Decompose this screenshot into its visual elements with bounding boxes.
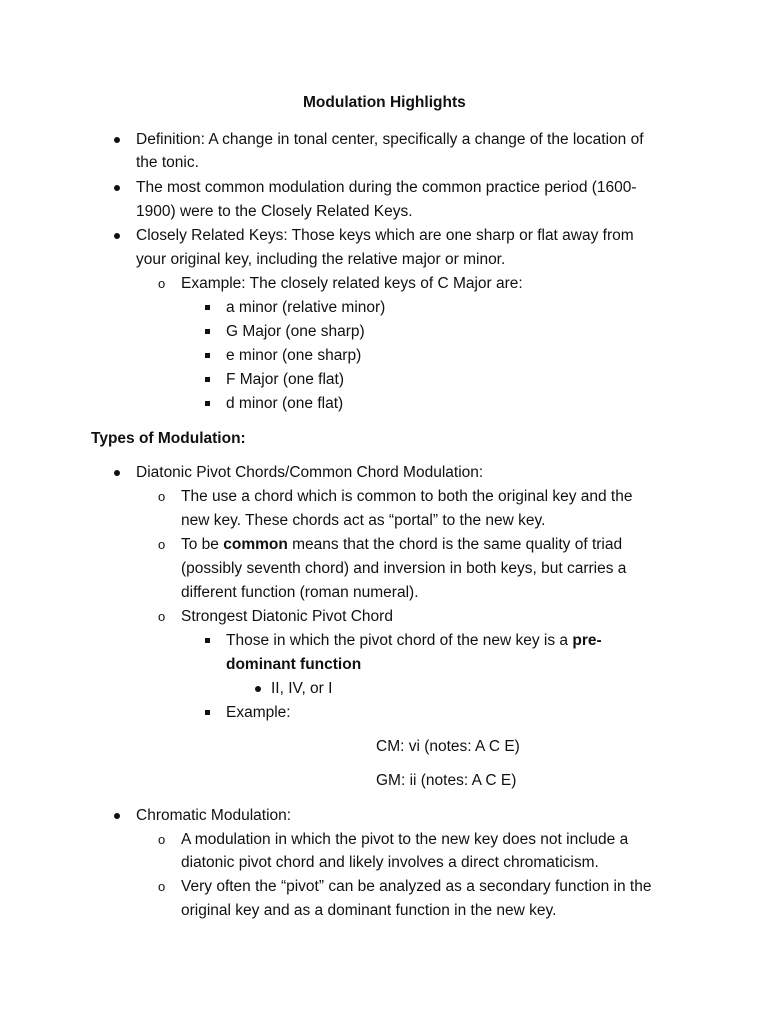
bullet-circle: o bbox=[158, 609, 166, 624]
bullet-square bbox=[205, 401, 210, 406]
common-line-1: The most common modulation during the common practice period (1600- bbox=[136, 179, 637, 196]
bullet-dot bbox=[114, 137, 120, 143]
bullet-circle: o bbox=[158, 276, 166, 291]
diatonic-use-line-2: new key. These chords act as “portal” to the new key. bbox=[181, 512, 546, 529]
bullet-dot bbox=[114, 813, 120, 819]
key-item: d minor (one flat) bbox=[226, 395, 344, 412]
chromatic-often-line-1: Very often the “pivot” can be analyzed as a secondary function in the bbox=[181, 878, 652, 895]
bullet-circle: o bbox=[158, 537, 166, 552]
chromatic-often-line-2: original key and as a dominant function in the new key. bbox=[181, 902, 557, 919]
pivot-line-1 bbox=[226, 631, 602, 651]
example-line: Example: The closely related keys of C Major are: bbox=[181, 275, 523, 292]
bullet-square bbox=[205, 377, 210, 382]
key-item: a minor (relative minor) bbox=[226, 299, 386, 316]
common-bold: common bbox=[223, 536, 288, 553]
pivot-bold: pre- bbox=[572, 632, 602, 649]
example-label: Example: bbox=[226, 704, 291, 721]
strongest-line: Strongest Diatonic Pivot Chord bbox=[181, 608, 393, 625]
definition-line-1: Definition: A change in tonal center, specifically a change of the location of bbox=[136, 131, 644, 148]
common-post: means that the chord is the same quality of triad bbox=[287, 536, 623, 553]
chromatic-pivot-line-1: A modulation in which the pivot to the new key does not include a bbox=[181, 831, 629, 848]
bullet-dot bbox=[114, 470, 120, 476]
bullet-square bbox=[205, 305, 210, 310]
bullet-circle: o bbox=[158, 832, 166, 847]
closely-line-2: your original key, including the relative major or minor. bbox=[136, 251, 506, 268]
cm-line: CM: vi (notes: A C E) bbox=[376, 738, 520, 755]
types-heading: Types of Modulation: bbox=[91, 430, 246, 447]
bullet-square bbox=[205, 710, 210, 715]
bullet-square bbox=[205, 353, 210, 358]
pivot-line-2: dominant function bbox=[226, 656, 362, 673]
key-item: G Major (one sharp) bbox=[226, 323, 365, 340]
common-pre: To be bbox=[181, 536, 224, 553]
bullet-dot bbox=[114, 185, 120, 191]
diatonic-heading: Diatonic Pivot Chords/Common Chord Modulation: bbox=[136, 464, 484, 481]
definition-line-2: the tonic. bbox=[136, 154, 199, 171]
chromatic-heading: Chromatic Modulation: bbox=[136, 807, 292, 824]
key-item: e minor (one sharp) bbox=[226, 347, 362, 364]
diatonic-common-line-3: different function (roman numeral). bbox=[181, 584, 419, 601]
bullet-circle: o bbox=[158, 489, 166, 504]
chords-line: II, IV, or I bbox=[271, 680, 333, 697]
bullet-dot bbox=[114, 233, 120, 239]
key-item: F Major (one flat) bbox=[226, 371, 345, 388]
common-line-2: 1900) were to the Closely Related Keys. bbox=[136, 203, 413, 220]
bullet-circle: o bbox=[158, 879, 166, 894]
chromatic-pivot-line-2: diatonic pivot chord and likely involves a direct chromaticism. bbox=[181, 854, 599, 871]
bullet-dot bbox=[255, 686, 261, 692]
diatonic-common-line-2: (possibly seventh chord) and inversion in both keys, but carries a bbox=[181, 560, 627, 577]
page-title: Modulation Highlights bbox=[303, 94, 466, 111]
bullet-square bbox=[205, 638, 210, 643]
bullet-square bbox=[205, 329, 210, 334]
diatonic-common-line-1 bbox=[181, 535, 622, 555]
pivot-pre: Those in which the pivot chord of the new key is a bbox=[226, 632, 573, 649]
gm-line: GM: ii (notes: A C E) bbox=[376, 772, 517, 789]
closely-line-1: Closely Related Keys: Those keys which are one sharp or flat away from bbox=[136, 227, 634, 244]
diatonic-use-line-1: The use a chord which is common to both the original key and the bbox=[181, 488, 633, 505]
